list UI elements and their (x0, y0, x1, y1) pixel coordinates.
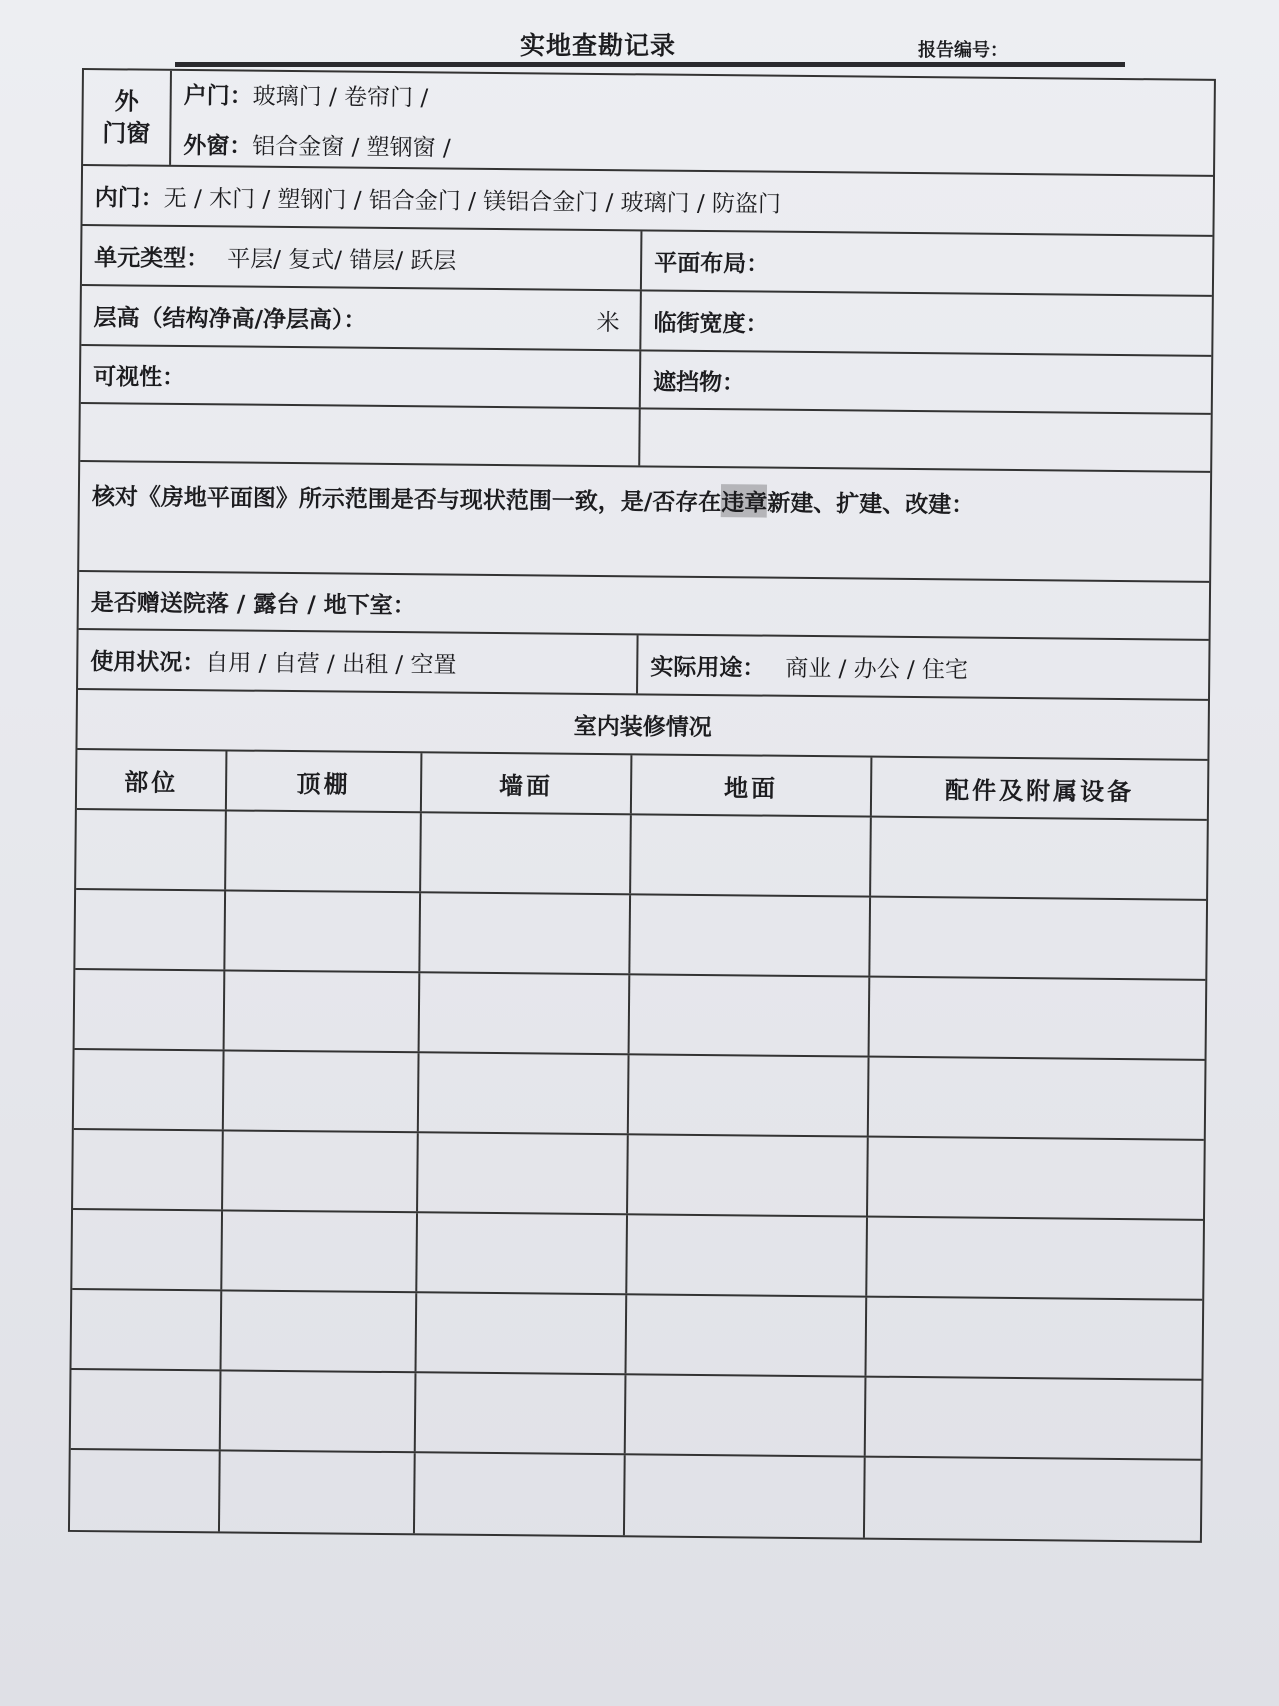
blank-cell-left[interactable] (80, 404, 641, 465)
usage-label: 使用状况： (90, 648, 206, 676)
outer-doors-windows-label (83, 70, 172, 165)
cell-wall[interactable] (421, 813, 632, 893)
cell-ceiling[interactable] (223, 1131, 419, 1211)
row-blank (80, 404, 1211, 473)
gift-field[interactable] (79, 572, 1209, 639)
actual-use-options: 商业 / 办公 / 住宅 (785, 655, 969, 684)
door-label: 户门： (183, 82, 253, 110)
window-field[interactable] (183, 121, 451, 174)
row-floor-height (81, 286, 1212, 357)
col-header-wall: 墙面 (422, 753, 633, 813)
cell-floor[interactable] (628, 1135, 869, 1215)
actual-use-label: 实际用途： (650, 653, 766, 682)
verify-text-after: 新建、扩建、改建： (767, 490, 975, 519)
visibility-label: 可视性： (92, 363, 186, 391)
col-header-floor: 地面 (632, 755, 873, 815)
cell-fittings[interactable] (870, 978, 1206, 1059)
row-unit-type (82, 226, 1213, 297)
row-decoration-title (77, 690, 1208, 761)
window-label: 外窗： (183, 132, 253, 160)
usage-options: 自用 / 自营 / 出租 / 空置 (205, 649, 457, 679)
layout-label: 平面布局： (654, 250, 770, 278)
cell-ceiling[interactable] (224, 1051, 420, 1131)
cell-wall[interactable] (420, 973, 631, 1053)
cell-ceiling[interactable] (222, 1211, 418, 1291)
header-rule (175, 62, 1125, 67)
unit-type-options: 平层/ 复式/ 错层/ 跃层 (227, 245, 457, 275)
visibility-field[interactable] (81, 346, 642, 407)
col-header-fittings: 配件及附属设备 (944, 775, 1135, 806)
cell-location[interactable] (70, 1450, 221, 1531)
table-row (74, 1050, 1205, 1141)
usage-field[interactable] (78, 630, 639, 693)
page-title: 实地查勘记录 (520, 31, 677, 60)
cell-fittings[interactable] (866, 1298, 1202, 1379)
table-row (70, 1450, 1201, 1541)
report-number-label: 报告编号： (918, 40, 1008, 61)
decoration-title: 室内装修情况 (573, 713, 712, 741)
row-gift (79, 572, 1210, 641)
inner-door-label: 内门： (94, 184, 164, 212)
cell-ceiling[interactable] (225, 891, 421, 971)
decoration-header-row (77, 750, 1208, 821)
cell-floor[interactable] (629, 1055, 870, 1135)
inner-door-options: 无 / 木门 / 塑钢门 / 铝合金门 / 镁铝合金门 / 玻璃门 / 防盗门 (163, 185, 782, 218)
cell-ceiling[interactable] (225, 971, 421, 1051)
floor-height-label: 层高（结构净高/净层高）： (93, 304, 367, 334)
unit-type-field[interactable] (82, 226, 643, 289)
table-row (73, 1130, 1204, 1221)
cell-location[interactable] (73, 1130, 224, 1209)
cell-floor[interactable] (627, 1215, 868, 1295)
obstruction-label: 遮挡物： (652, 368, 746, 396)
cell-location[interactable] (75, 970, 226, 1049)
table-row (75, 890, 1206, 981)
cell-floor[interactable] (630, 895, 871, 975)
table-row (75, 970, 1206, 1061)
col-header-ceiling: 顶棚 (227, 751, 423, 811)
cell-wall[interactable] (417, 1213, 628, 1293)
table-row (72, 1290, 1203, 1381)
cell-location[interactable] (72, 1290, 223, 1369)
cell-ceiling[interactable] (220, 1451, 416, 1533)
cell-wall[interactable] (418, 1133, 629, 1213)
survey-form (68, 68, 1216, 1543)
street-width-field[interactable] (641, 291, 1212, 354)
cell-floor[interactable] (626, 1295, 867, 1375)
window-options: 铝合金窗 / 塑钢窗 / (252, 133, 451, 162)
floor-height-unit: 米 (596, 309, 620, 336)
blank-cell-right[interactable] (640, 409, 1211, 470)
cell-ceiling[interactable] (221, 1371, 417, 1451)
verify-text-before: 核对《房地平面图》所示范围是否与现状范围一致，是/否存在 (91, 484, 722, 517)
layout-field[interactable] (642, 231, 1213, 294)
cell-fittings[interactable] (869, 1058, 1205, 1139)
outer-options-cell (171, 71, 1214, 175)
cell-fittings[interactable] (866, 1378, 1202, 1459)
side-label-line2: 门窗 (102, 119, 151, 148)
cell-floor[interactable] (630, 975, 871, 1055)
cell-fittings[interactable] (871, 818, 1207, 899)
cell-location[interactable] (75, 890, 226, 969)
cell-ceiling[interactable] (222, 1291, 418, 1371)
cell-fittings[interactable] (865, 1458, 1201, 1541)
cell-location[interactable] (71, 1370, 222, 1449)
table-row (72, 1210, 1203, 1301)
col-header-location: 部位 (77, 750, 228, 809)
inner-door-field[interactable] (83, 166, 1214, 235)
row-verify-plan (79, 462, 1210, 583)
obstruction-field[interactable] (641, 351, 1212, 412)
cell-floor[interactable] (631, 815, 872, 895)
cell-wall[interactable] (419, 1053, 630, 1133)
table-row (71, 1370, 1202, 1461)
cell-wall[interactable] (417, 1293, 628, 1373)
cell-floor[interactable] (625, 1455, 866, 1537)
table-row (76, 810, 1207, 901)
cell-wall[interactable] (416, 1373, 627, 1453)
row-usage (78, 630, 1209, 701)
cell-fittings[interactable] (868, 1138, 1204, 1219)
cell-location[interactable] (76, 810, 227, 889)
floor-height-field[interactable] (81, 286, 642, 349)
gift-label: 是否赠送院落 / 露台 / 地下室： (90, 589, 416, 619)
side-label-line1: 外 (114, 87, 139, 116)
actual-use-field[interactable] (638, 635, 1209, 698)
row-outer-doors-windows (83, 70, 1214, 177)
verify-text-highlight: 违章 (721, 484, 767, 517)
cell-location[interactable] (74, 1050, 225, 1129)
street-width-label: 临街宽度： (653, 309, 769, 338)
cell-fittings[interactable] (870, 898, 1206, 979)
door-options: 玻璃门 / 卷帘门 / (252, 83, 429, 112)
cell-wall[interactable] (415, 1453, 626, 1535)
cell-fittings[interactable] (867, 1218, 1203, 1299)
cell-wall[interactable] (420, 893, 631, 973)
cell-floor[interactable] (626, 1375, 867, 1455)
verify-plan-field[interactable] (79, 462, 1210, 581)
row-visibility (81, 346, 1212, 415)
cell-ceiling[interactable] (226, 811, 422, 891)
row-inner-door (82, 166, 1213, 237)
door-field[interactable] (183, 71, 428, 123)
cell-location[interactable] (72, 1210, 223, 1289)
unit-type-label: 单元类型： (94, 244, 210, 272)
